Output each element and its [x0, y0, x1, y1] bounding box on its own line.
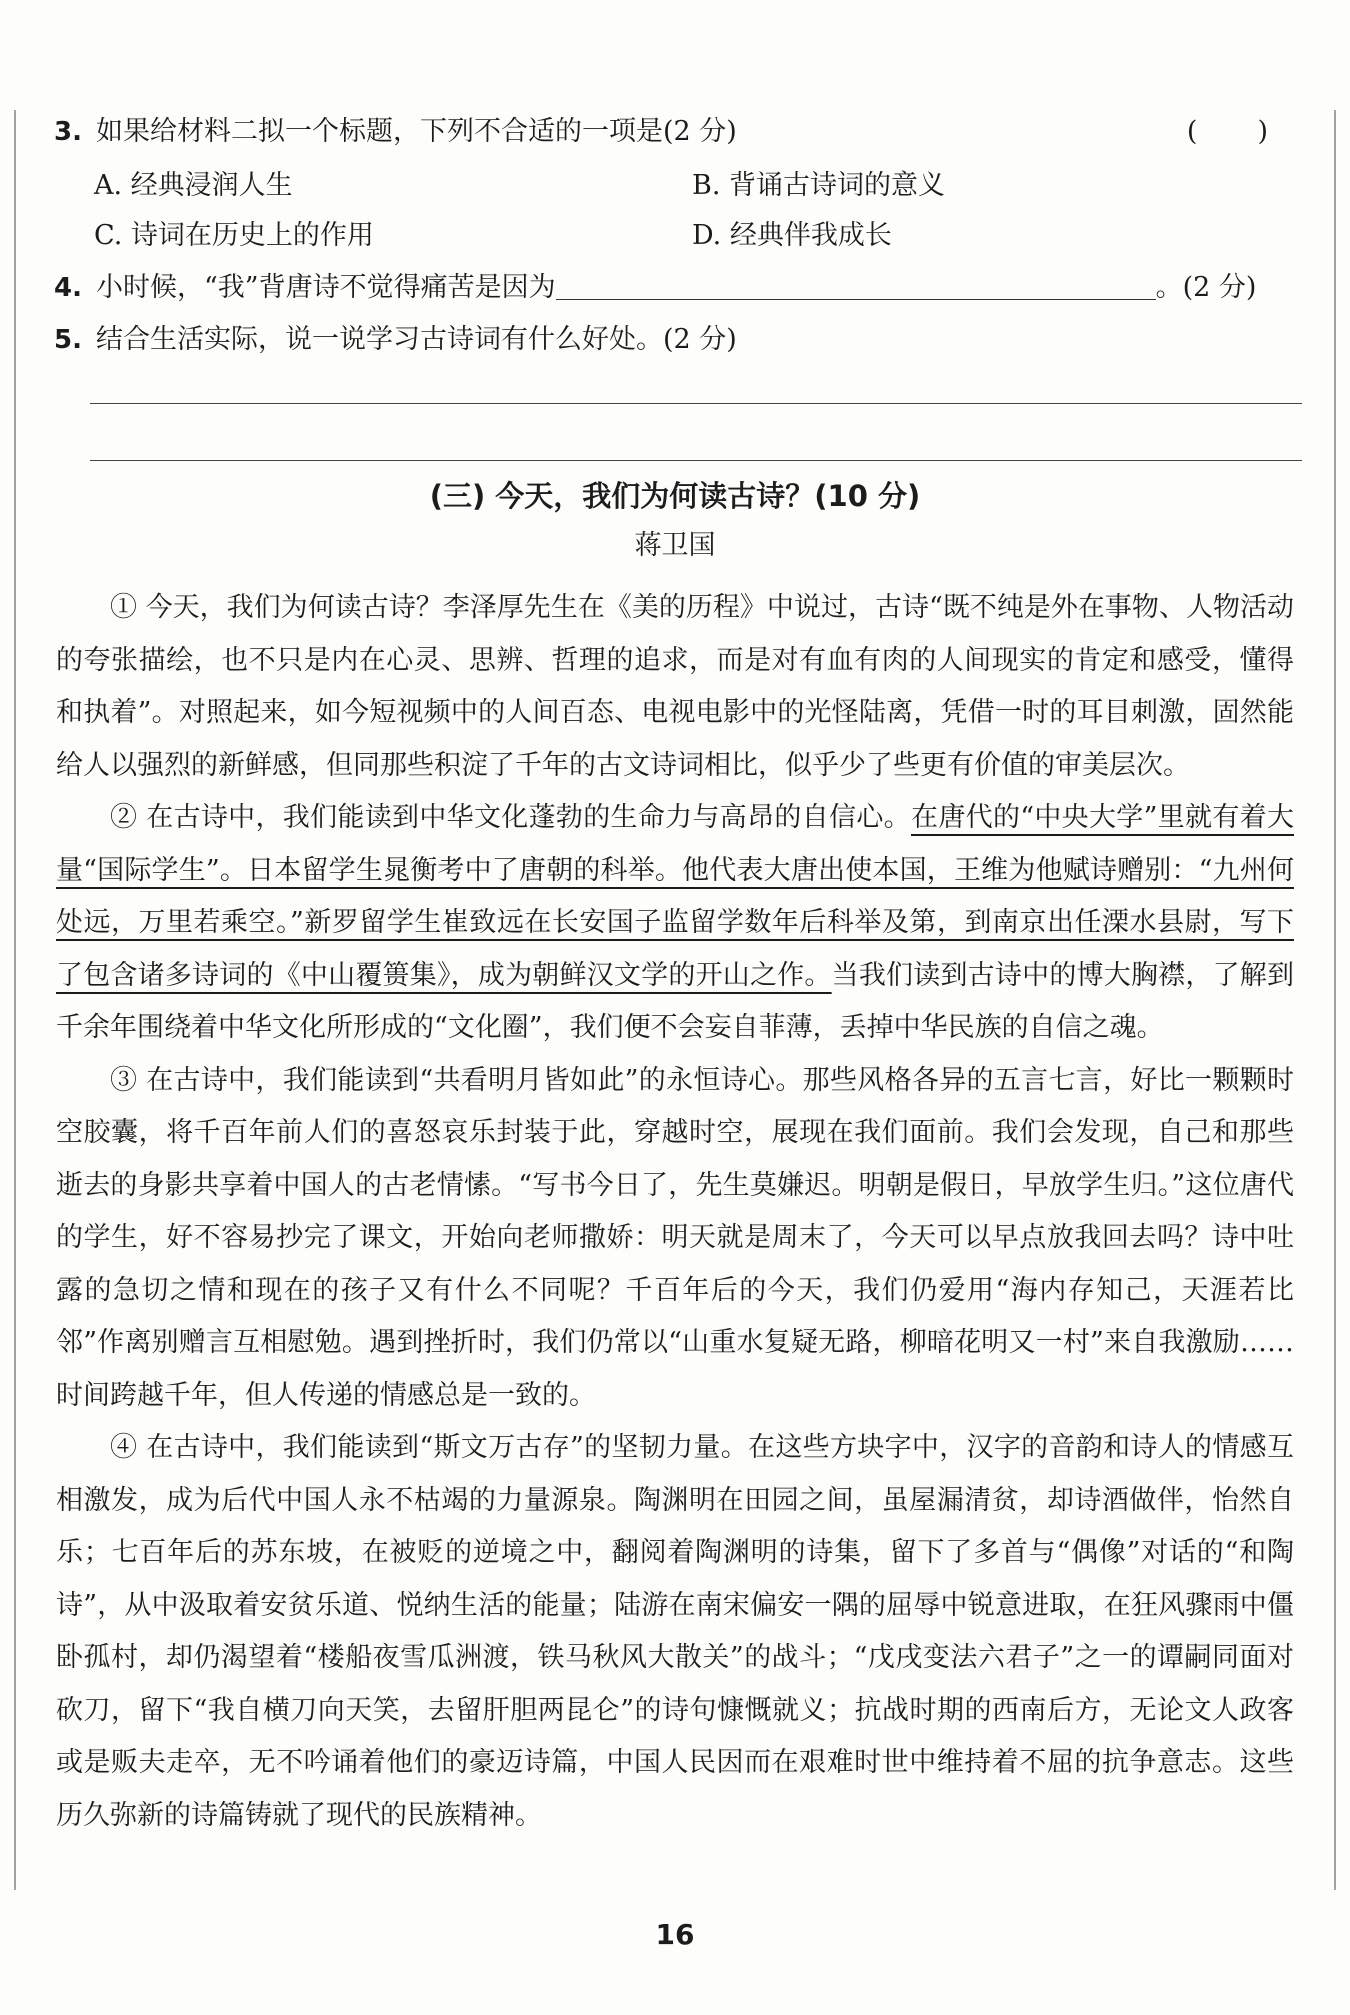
paragraph-4: ④ 在古诗中，我们能读到“斯文万古存”的坚韧力量。在这些方块字中，汉字的音韵和诗人的情感互相激发，成为后代中国人永不枯竭的力量源泉。陶渊明在田园之间，虽屋漏清贫，却诗酒做伴，怡然自乐；七百年后的苏东坡，在被贬的逆境之中，翻阅着陶渊明的诗集，留下了多首与“偶像”对话的“和陶诗”，从中汲取着安贫乐道、悦纳生活的能量；陆游在南宋偏安一隅的屈辱中锐意进取，在狂风骤雨中僵卧孤村，却仍渴望着“楼船夜雪瓜洲渡，铁马秋风大散关”的战斗；“戊戌变法六君子”之一的谭嗣同面对砍刀，留下“我自横刀向天笑，去留肝胆两昆仑”的诗句慷慨就义；抗战时期的西南后方，无论文人政客或是贩夫走卒，无不吟诵着他们的豪迈诗篇，中国人民因而在艰难时世中维持着不屈的抗争意志。这些历久弥新的诗篇铸就了现代的民族精神。 [56, 1432, 1294, 1831]
question-4 [54, 268, 1290, 308]
question-number: 5. [54, 325, 82, 355]
option-b[interactable]: B. 背诵古诗词的意义 [692, 170, 946, 201]
answer-bracket[interactable]: ( ) [1186, 116, 1270, 147]
article-author: 蒋卫国 [634, 530, 716, 561]
left-margin-rule [14, 110, 16, 1890]
article-body [56, 582, 1294, 1842]
question-3 [54, 112, 1290, 152]
option-c[interactable]: C. 诗词在历史上的作用 [94, 220, 374, 251]
right-margin-rule [1334, 110, 1336, 1890]
section-title: (三) 今天，我们为何读古诗？(10 分) [429, 479, 921, 513]
option-a[interactable]: A. 经典浸润人生 [94, 170, 293, 201]
question-5 [54, 320, 1290, 360]
paragraph-2 [56, 792, 1294, 1055]
underlined-passage: 在唐代的“中央大学”里就有着大量“国际学生”。日本留学生晁衡考中了唐朝的科举。他代表大唐出使本国，王维为他赋诗赠别：“九州何处远，万里若乘空。”新罗留学生崔致远在长安国子监留学数年后科举及第，到南京出任溧水县尉，写下了包含诸多诗词的《中山覆篑集》，成为朝鲜汉文学的开山之作。 [56, 802, 1294, 991]
paragraph-3: ③ 在古诗中，我们能读到“共看明月皆如此”的永恒诗心。那些风格各异的五言七言，好比一颗颗时空胶囊，将千百年前人们的喜怒哀乐封装于此，穿越时空，展现在我们面前。我们会发现，自己和那些逝去的身影共享着中国人的古老情愫。“写书今日了，先生莫嫌迟。明朝是假日，早放学生归。”这位唐代的学生，好不容易抄完了课文，开始向老师撒娇：明天就是周末了，今天可以早点放我回去吗？诗中吐露的急切之情和现在的孩子又有什么不同呢？千百年后的今天，我们仍爱用“海内存知己，天涯若比邻”作离别赠言互相慰勉。遇到挫折时，我们仍常以“山重水复疑无路，柳暗花明又一村”来自我激励……时间跨越千年，但人传递的情感总是一致的。 [56, 1064, 1294, 1411]
page-number: 16 [655, 1918, 695, 1951]
question-number: 3. [54, 117, 82, 147]
question-text: 小时候，“我”背唐诗不觉得痛苦是因为 [95, 272, 556, 303]
answer-line-1[interactable] [90, 403, 1302, 404]
paragraph-2-end: 当我们读到古诗中的博大胸襟，了解到千余年围绕着中华文化所形成的“文化圈”，我们便不会妄自菲薄，丢掉中华民族的自信之魂。 [56, 959, 1295, 1043]
paragraph-2-start: ② 在古诗中，我们能读到中华文化蓬勃的生命力与高昂的自信心。 [110, 802, 911, 833]
answer-blank[interactable] [556, 269, 1156, 300]
question-points: 。(2 分) [1155, 272, 1257, 303]
answer-line-2[interactable] [90, 460, 1302, 461]
question-text: 如果给材料二拟一个标题，下列不合适的一项是(2 分) [95, 116, 737, 147]
question-number: 4. [54, 273, 82, 303]
paragraph-1: ① 今天，我们为何读古诗？李泽厚先生在《美的历程》中说过，古诗“既不纯是外在事物、人物活动的夸张描绘，也不只是内在心灵、思辨、哲理的追求，而是对有血有肉的人间现实的肯定和感受，懂得和执着”。对照起来，如今短视频中的人间百态、电视电影中的光怪陆离，凭借一时的耳目刺激，固然能给人以强烈的新鲜感，但同那些积淀了千年的古文诗词相比，似乎少了些更有价值的审美层次。 [56, 592, 1294, 781]
option-d[interactable]: D. 经典伴我成长 [692, 220, 892, 251]
question-text: 结合生活实际，说一说学习古诗词有什么好处。(2 分) [95, 324, 737, 355]
